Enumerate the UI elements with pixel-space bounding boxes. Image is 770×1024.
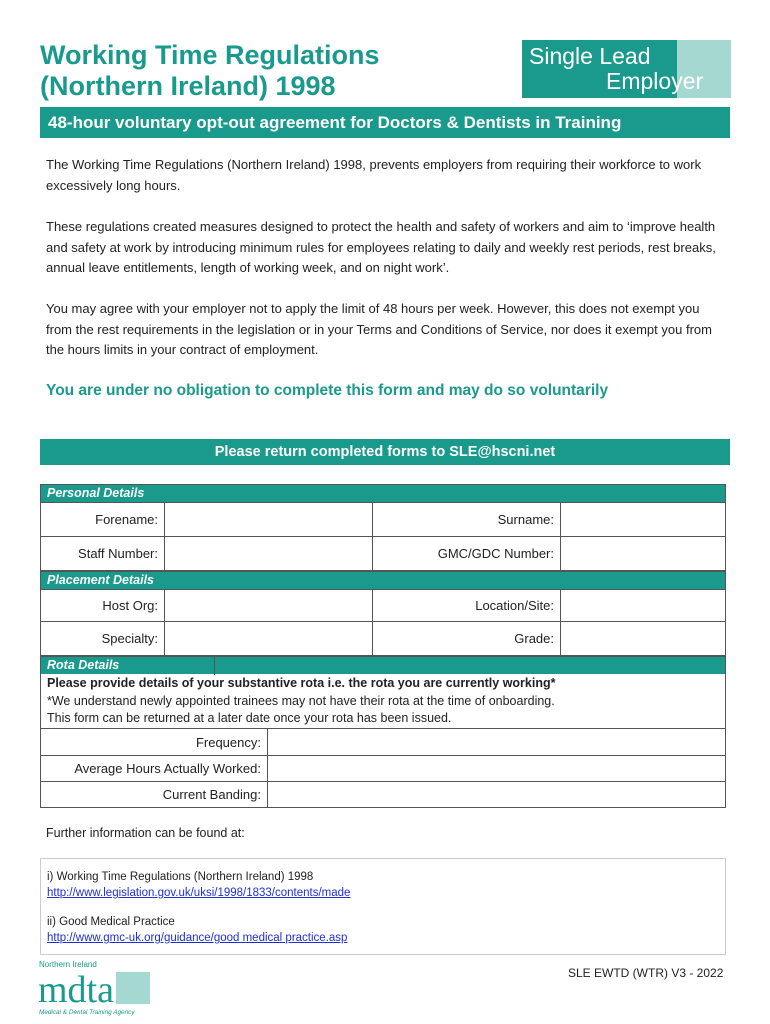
average-hours-label: Average Hours Actually Worked: (41, 756, 268, 781)
section-placement-details: Placement Details (40, 571, 726, 589)
references-box (40, 858, 726, 955)
intro-paragraph-1: The Working Time Regulations (Northern Ireland) 1998, prevents employers from requiring their workforce to work excessively long hours. (46, 157, 702, 193)
grade-field[interactable] (561, 622, 725, 655)
frequency-label: Frequency: (41, 729, 268, 755)
title-line-2: (Northern Ireland) 1998 (40, 71, 336, 101)
title-line-1: Working Time Regulations (40, 40, 380, 70)
rota-note-1: *We understand newly appointed trainees may not have their rota at the time of onboarding. (47, 693, 555, 708)
forename-field[interactable] (165, 503, 373, 536)
average-hours-field[interactable] (268, 756, 725, 781)
form-row-specialty (40, 621, 726, 656)
host-org-label: Host Org: (41, 590, 165, 621)
form-row-staff (40, 536, 726, 571)
reference-2-title: ii) Good Medical Practice (47, 916, 175, 928)
subtitle-bar: 48-hour voluntary opt-out agreement for Doctors & Dentists in Training (40, 107, 730, 138)
logo-line-1: Single Lead (529, 43, 651, 69)
form-row-name (40, 502, 726, 537)
staff-number-label: Staff Number: (41, 537, 165, 570)
logo-line-2: Employer (606, 68, 704, 94)
surname-field[interactable] (561, 503, 725, 536)
rota-instructions (40, 674, 726, 729)
mdta-mark: mdta (38, 969, 114, 1011)
rota-note-2: This form can be returned at a later date once your rota has been issued. (47, 711, 452, 725)
rota-details-title: Rota Details (47, 658, 120, 672)
single-lead-employer-logo (522, 40, 731, 98)
rota-instruction-bold: Please provide details of your substantive rota i.e. the rota you are currently working* (47, 676, 556, 690)
forename-label: Forename: (41, 503, 165, 536)
mdta-logo (38, 958, 158, 1018)
reference-1-title: i) Working Time Regulations (Northern Ireland) 1998 (47, 871, 314, 883)
page-title (40, 40, 480, 102)
form-row-host (40, 589, 726, 622)
location-label: Location/Site: (373, 590, 561, 621)
mdta-top-text: Northern Ireland (39, 960, 97, 969)
gmc-number-label: GMC/GDC Number: (373, 537, 561, 570)
voluntary-notice: You are under no obligation to complete this form and may do so voluntarily (46, 382, 609, 399)
section-personal-details: Personal Details (40, 484, 726, 502)
staff-number-field[interactable] (165, 537, 373, 570)
document-version-code: SLE EWTD (WTR) V3 - 2022 (568, 966, 724, 980)
intro-paragraph-2: These regulations created measures designed to protect the health and safety of workers and aim to ‘improve health and safety at work by introducing minimum rules for employees relating to daily and weekly rest periods, rest breaks, annual leave entitlements, length of working week, and on night work’. (46, 219, 716, 275)
further-info-label: Further information can be found at: (46, 826, 245, 840)
location-field[interactable] (561, 590, 725, 621)
grade-label: Grade: (373, 622, 561, 655)
host-org-field[interactable] (165, 590, 373, 621)
banding-label: Current Banding: (41, 782, 268, 807)
specialty-label: Specialty: (41, 622, 165, 655)
specialty-field[interactable] (165, 622, 373, 655)
gmc-number-field[interactable] (561, 537, 725, 570)
return-instructions-bar: Please return completed forms to SLE@hscni.net (40, 439, 730, 465)
mdta-logo-accent (116, 972, 150, 1004)
reference-1-link[interactable]: http://www.legislation.gov.uk/uksi/1998/1833/contents/made (47, 887, 351, 899)
banding-field[interactable] (268, 782, 725, 807)
surname-label: Surname: (373, 503, 561, 536)
form-row-frequency (40, 728, 726, 756)
mdta-bottom-text: Medical & Dental Training Agency (39, 1009, 135, 1016)
reference-2-link[interactable]: http://www.gmc-uk.org/guidance/good medical practice.asp (47, 932, 348, 944)
frequency-field[interactable] (268, 729, 725, 755)
form-row-average-hours (40, 755, 726, 782)
intro-paragraph-3: You may agree with your employer not to apply the limit of 48 hours per week. However, this does not exempt you from the rest requirements in the legislation or in your Terms and Conditions of Service, nor does it exempt you from the hours limits in your contract of employment. (46, 301, 712, 357)
section-rota-details (40, 656, 726, 674)
form-row-banding (40, 781, 726, 808)
